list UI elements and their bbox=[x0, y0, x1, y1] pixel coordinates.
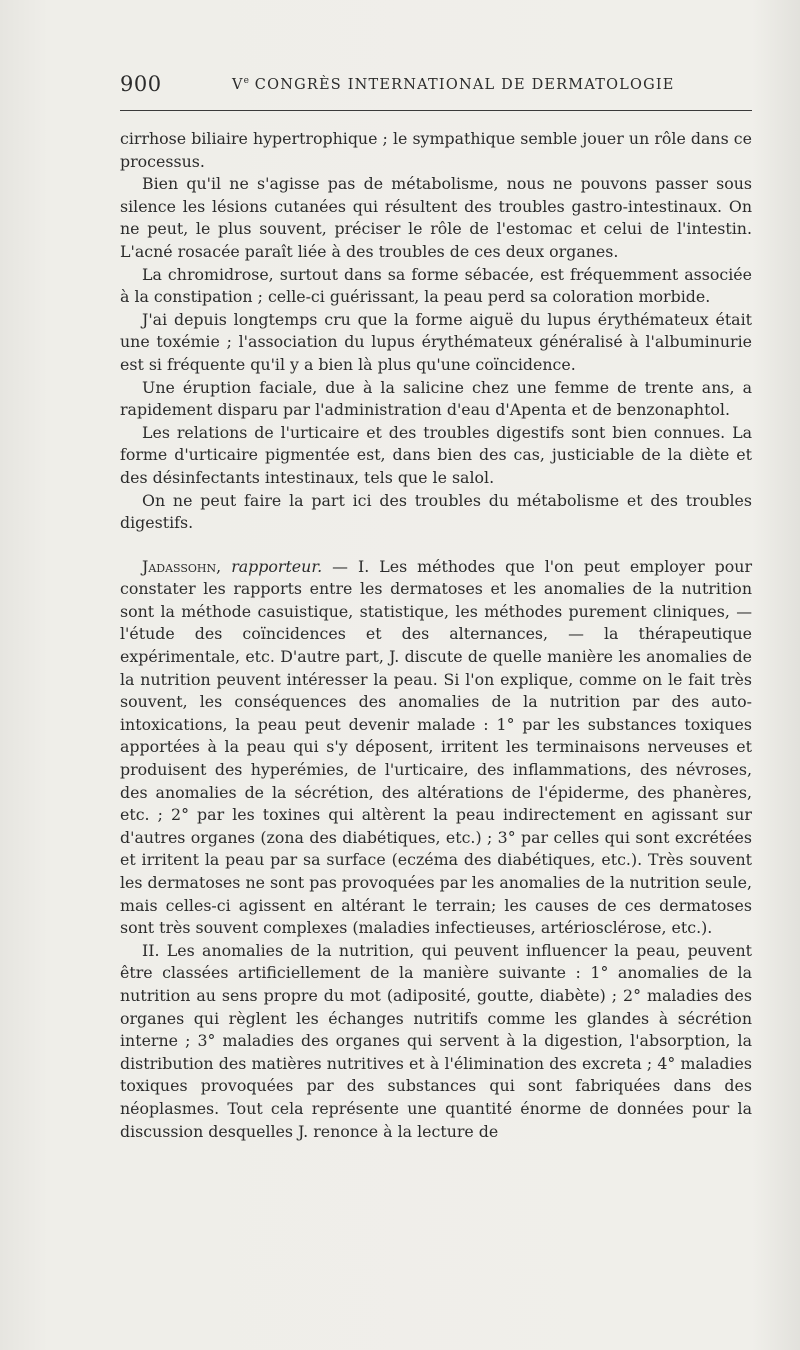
congress-numeral: V bbox=[232, 76, 244, 93]
paragraph: J'ai depuis longtemps cru que la forme aiguë du lupus érythémateux était une toxémie ; l'association du lupus érythémateux généralisé à l'albuminurie est si fréquente qu'il y a bien là plus qu'une coïncidence. bbox=[120, 309, 752, 374]
paragraph: La chromidrose, surtout dans sa forme sébacée, est fréquemment associée à la constipation ; celle-ci guérissant, la peau perd sa coloration morbide. bbox=[120, 264, 752, 307]
paragraph: On ne peut faire la part ici des troubles du métabolisme et des troubles digestifs. bbox=[120, 490, 752, 533]
congress-superscript: e bbox=[243, 76, 249, 86]
paragraph-part-two: II. Les anomalies de la nutrition, qui peuvent influencer la peau, peuvent être classées artificiellement de la manière suivante : 1° anomalies de la nutrition au sens propre du mot (adiposité, goutte, diabète) ; 2° maladies des organes qui règlent les échanges nutritifs comme les glandes à sécrétion interne ; 3° maladies des organes qui servent à la digestion, l'absorption, la distribution des matières nutritives et à l'élimination des excreta ; 4° maladies toxiques provoquées par des substances qui sont fabriquées dans des néoplasmes. Tout cela représente une quantité énorme de données pour la discussion desquelles J. renonce à la lecture de bbox=[120, 940, 752, 1141]
running-title-text: CONGRÈS INTERNATIONAL DE DERMATOLOGIE bbox=[249, 76, 675, 93]
page-number: 900 bbox=[120, 72, 162, 96]
running-title bbox=[232, 76, 675, 93]
rapporteur-paragraph: Jadassohn, rapporteur. — I. Les méthodes que l'on peut employer pour constater les rapports entre les dermatoses et les anomalies de la nutrition sont la méthode casuistique, statistique, les méthodes purement cliniques, — l'étude des coïncidences et des alternances, — la thérapeutique expérimentale, etc. D'autre part, J. discute de quelle manière les anomalies de la nutrition peuvent intéresser la peau. Si l'on explique, comme on le fait très souvent, les conséquences des anomalies de la nutrition par des auto-intoxications, la peau peut devenir malade : 1° par les substances toxiques apportées à la peau qui s'y déposent, irritent les terminaisons nerveuses et produisent des hyperémies, de l'urticaire, des inflammations, des névroses, des anomalies de la sécrétion, des altérations de l'épiderme, des phanères, etc. ; 2° par les toxines qui altèrent la peau indirectement en agissant sur d'autres organes (zona des diabétiques, etc.) ; 3° par celles qui sont excrétées et irritent la peau par sa surface (eczéma des diabétiques, etc.). Très souvent les dermatoses ne sont pas provoquées par les anomalies de la nutrition seule, mais celles-ci agissent en altérant le terrain; les causes de ces dermatoses sont très souvent complexes (maladies infectieuses, artériosclérose, etc.). bbox=[120, 556, 752, 938]
header-rule bbox=[120, 110, 752, 111]
paragraph: Les relations de l'urticaire et des troubles digestifs sont bien connues. La forme d'urticaire pigmentée est, dans bien des cas, justiciable de la diète et des désinfectants intestinaux, tels que le salol. bbox=[120, 422, 752, 487]
body-text bbox=[120, 128, 752, 1143]
rapporteur-text: — I. Les méthodes que l'on peut employer pour constater les rapports entre les dermatoses et les anomalies de la nutrition sont la méthode casuistique, statistique, les méthodes purement cliniques, — l'étude des coïncidences et des alternances, — la thérapeutique expérimentale, etc. D'autre part, J. discute de quelle manière les anomalies de la nutrition peuvent intéresser la peau. Si l'on explique, comme on le fait très souvent, les conséquences des anomalies de la nutrition par des auto-intoxications, la peau peut devenir malade : 1° par les substances toxiques apportées à la peau qui s'y déposent, irritent les terminaisons nerveuses et produisent des hyperémies, de l'urticaire, des inflammations, des névroses, des anomalies de la sécrétion, des altérations de l'épiderme, des phanères, etc. ; 2° par les toxines qui altèrent la peau indirectement en agissant sur d'autres organes (zona des diabétiques, etc.) ; 3° par celles qui sont excrétées et irritent la peau par sa surface (eczéma des diabétiques, etc.). Très souvent les dermatoses ne sont pas provoquées par les anomalies de la nutrition seule, mais celles-ci agissent en altérant le terrain; les causes de ces dermatoses sont très souvent complexes (maladies infectieuses, artériosclérose, etc.). bbox=[120, 556, 752, 938]
paragraph: cirrhose biliaire hypertrophique ; le sympathique semble jouer un rôle dans ce processus. bbox=[120, 129, 752, 171]
rapporteur-role: rapporteur. bbox=[231, 556, 323, 576]
paragraph: Une éruption faciale, due à la salicine chez une femme de trente ans, a rapidement disparu par l'administration d'eau d'Apenta et de benzonaphtol. bbox=[120, 377, 752, 420]
paragraph: Bien qu'il ne s'agisse pas de métabolisme, nous ne pouvons passer sous silence les lésions cutanées qui résultent des troubles gastro-intestinaux. On ne peut, le plus souvent, préciser le rôle de l'estomac et celui de l'intestin. L'acné rosacée paraît liée à des troubles de ces deux organes. bbox=[120, 174, 752, 261]
rapporteur-name: Jadassohn bbox=[142, 556, 217, 576]
running-header bbox=[120, 72, 752, 102]
